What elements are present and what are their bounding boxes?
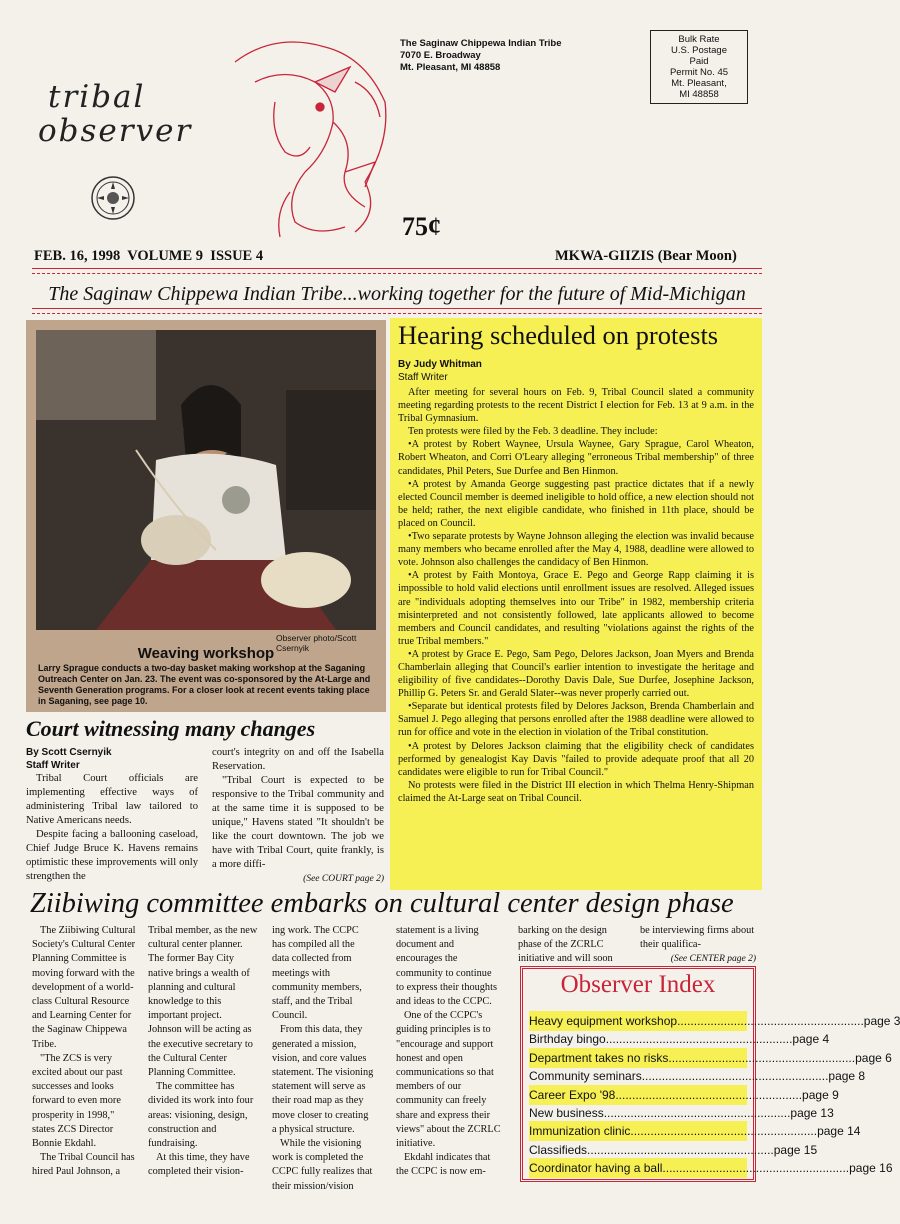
index-item[interactable] <box>529 1158 893 1178</box>
postage-line-3: Paid <box>689 56 709 67</box>
hearing-paragraph: •A protest by Amanda George suggesting past practice dictates that if a newly elected Council member is deemed ineligible to hold office, a new election should not be held; rather, the next eligible candidate, who finished in 11th place, should be placed on Council. <box>398 478 754 529</box>
postage-line-1: Bulk Rate <box>678 34 720 45</box>
ziibiwing-paragraph: The Ziibiwing Cultural Society's Cultural Center Planning Committee is moving forward with the development of a world-class Cultural Resource and Learning Center for the Saginaw Chippewa Tribe. <box>32 925 136 1050</box>
issue-volume: VOLUME 9 <box>127 248 204 264</box>
index-item[interactable] <box>529 1048 892 1068</box>
court-role: Staff Writer <box>26 760 80 771</box>
tagline-divider <box>32 308 762 314</box>
ziibiwing-column-2 <box>148 924 258 1180</box>
masthead-title <box>38 80 208 148</box>
index-item-label: New business <box>529 1106 604 1120</box>
index-item-label: Immunization clinic <box>529 1124 631 1139</box>
index-item-leader: ........................................................ <box>587 1142 774 1157</box>
photo-caption: Larry Sprague conducts a two-day basket making workshop at the Saganing Outreach Center on Jan. 23. The event was co-sponsored by the At-Large and Seventh Generation programs. For a closer look at recent events taking place in Saganing, see page 10. <box>38 663 371 706</box>
index-item[interactable] <box>529 1029 830 1049</box>
masthead-line-2: observer <box>38 113 193 149</box>
index-item-leader: ........................................................ <box>668 1050 856 1065</box>
index-item-page: page 3 <box>863 1014 900 1028</box>
issue-number: ISSUE 4 <box>210 248 264 264</box>
court-paragraph: court's integrity on and off the Isabella Reservation. <box>212 747 384 772</box>
ziibiwing-paragraph: While the visioning work is completed the CCPC fully realizes that their mission/vision <box>272 1138 373 1192</box>
photo-box <box>26 320 386 712</box>
ziibiwing-column-1 <box>32 924 138 1180</box>
index-title: Observer Index <box>560 971 716 998</box>
ziibiwing-paragraph: The Tribal Council has hired Paul Johnson, a <box>32 1152 135 1178</box>
address-org: The Saginaw Chippewa Indian Tribe <box>400 38 562 49</box>
ziibiwing-paragraph: "The ZCS is very excited about our past successes and looks forward to even more prosperity in 1998," states ZCS Director Bonnie Ekdahl. <box>32 1052 123 1150</box>
ziibiwing-paragraph: At this time, they have completed their vision- <box>148 1152 250 1178</box>
index-item[interactable] <box>529 1103 834 1123</box>
hearing-paragraph: •A protest by Delores Jackson claiming that the eligibility check of candidates performed by genealogist Kay Davis "failed to provide adequate proof that all 20 candidates were eligible to run for Tribal Council." <box>398 740 754 778</box>
index-item-page: page 9 <box>802 1087 839 1102</box>
photo-caption-title: Weaving workshop <box>137 645 275 662</box>
photo-credit: Observer photo/Scott Csernyik <box>276 633 357 653</box>
hearing-paragraph: No protests were filed in the District III election in which Thelma Henry-Shipman claimed the At-Large seat on Tribal Council. <box>398 779 754 804</box>
index-item-leader: ........................................................ <box>662 1161 850 1176</box>
ziibiwing-column-3 <box>272 924 374 1194</box>
hearing-headline: Hearing scheduled on protests <box>398 320 719 350</box>
hearing-paragraph: •A protest by Faith Montoya, Grace E. Pego and George Rapp claiming it is impossible to hold valid elections until enrollment issues are resolved. Alleged issues are "individuals adopting themselves into our Tribe" in 1982, membership criteria misinterpreted and not consistently followed, late applicants allowed to become members and Council candidates, and resulting "violations against the rights of the true Tribal members." <box>398 570 754 647</box>
court-jump-link[interactable]: (See COURT page 2) <box>303 874 384 884</box>
index-item-label: Heavy equipment workshop <box>529 1014 678 1028</box>
issue-dateline <box>34 248 263 265</box>
weaving-photo-image <box>36 330 376 630</box>
index-item-page: page 13 <box>790 1106 834 1120</box>
address-city: Mt. Pleasant, MI 48858 <box>400 62 501 73</box>
court-headline: Court witnessing many changes <box>26 716 316 741</box>
court-paragraph: Despite facing a ballooning caseload, Chief Judge Bruce K. Havens remains optimistic these improvements will only strengthen the <box>26 829 198 882</box>
index-item-leader: ........................................................ <box>677 1014 864 1028</box>
court-column-2 <box>212 746 384 886</box>
index-item-leader: ........................................................ <box>605 1032 793 1047</box>
ziibiwing-jump-link[interactable]: (See CENTER page 2) <box>670 954 756 965</box>
address-street: 7070 E. Broadway <box>400 50 481 61</box>
ziibiwing-column-6 <box>640 924 756 967</box>
postage-line-2: U.S. Postage <box>671 45 727 56</box>
postage-indicia <box>650 30 748 104</box>
hearing-paragraph: •A protest by Grace E. Pego, Sam Pego, Delores Jackson, Joan Myers and Brenda Chamberlain alleging that Council's earlier intention to investigate the heritage and eligibility of five candidates--Dorothy Davis Dale, Sue Durfee, Josephine Jackson, Phillip G. Peters Sr. and Gerald Slater--was never properly carried out. <box>398 648 754 700</box>
ziibiwing-paragraph: be interviewing firms about their qualifica- <box>640 925 755 951</box>
ziibiwing-paragraph: From this data, they generated a mission, vision, and core values statement. The visioning statement will serve as their road map as they move closer to creating a physical structure. <box>272 1024 374 1135</box>
eagle-drawing <box>215 22 400 247</box>
ziibiwing-paragraph: statement is a living document and encourages the community to continue to express their thoughts and ideas to the CCPC. <box>396 925 497 1008</box>
ziibiwing-column-4 <box>396 924 502 1180</box>
hearing-paragraph: •A protest by Robert Waynee, Ursula Waynee, Gary Sprague, Carol Wheaton, Robert Wheaton, and Corri O'Leary alleging "erroneous Tribal membership" of three candidates, Phil Peters, Sue Durfee and Ben Hinmon. <box>398 439 754 477</box>
court-paragraph: Tribal Court officials are implementing effective ways of administering Tribal law tailored to Native Americans needs. <box>26 773 198 826</box>
court-byline <box>26 746 112 772</box>
hearing-author: By Judy Whitman <box>398 359 482 370</box>
ziibiwing-paragraph: The committee has divided its work into four areas: visioning, design, construction and fundraising. <box>148 1081 254 1150</box>
index-item-label: Career Expo '98 <box>529 1087 616 1102</box>
index-item-label: Community seminars <box>529 1069 642 1084</box>
court-column-1 <box>26 772 198 884</box>
cover-price: 75¢ <box>402 212 441 241</box>
index-item-label: Classifieds <box>529 1142 588 1157</box>
index-item-leader: ........................................................ <box>615 1087 803 1102</box>
postage-line-6: MI 48858 <box>679 89 719 100</box>
ziibiwing-paragraph: ing work. The CCPC has compiled all the data collected from meetings with community members, staff, and the Tribal Council. <box>272 925 362 1022</box>
moon-name: MKWA-GIIZIS (Bear Moon) <box>555 248 737 264</box>
weaving-photo <box>36 330 376 630</box>
index-item-page: page 14 <box>817 1124 861 1139</box>
top-divider <box>32 268 762 274</box>
mailing-address <box>400 38 562 74</box>
ziibiwing-column-5 <box>518 924 618 967</box>
ziibiwing-paragraph: Tribal member, as the new cultural center planner. The former Bay City native brings a wealth of planning and cultural knowledge to this important project. Johnson will be acting as the executive secretary to the Cultural Center Planning Committee. <box>148 925 258 1079</box>
hearing-role: Staff Writer <box>398 372 448 383</box>
postage-line-5: Mt. Pleasant, <box>671 78 727 89</box>
hearing-paragraph: •Separate but identical protests filed by Delores Jackson, Brenda Chamberlain and Samuel J. Pego alleging that persons enrolled after the 1988 deadline were allowed to run for office and vote in the election in violation of the Tribal constitution. <box>398 701 754 739</box>
index-item-leader: ........................................................ <box>603 1106 791 1120</box>
index-item-leader: ........................................................ <box>641 1069 829 1084</box>
tribal-seal-logo <box>90 175 136 221</box>
ziibiwing-paragraph: barking on the design phase of the ZCRLC initiative and will soon <box>518 925 613 965</box>
index-item[interactable] <box>529 1140 818 1160</box>
index-item-label: Coordinator having a ball <box>529 1161 663 1176</box>
index-item-page: page 15 <box>773 1142 818 1157</box>
index-item-page: page 8 <box>828 1069 866 1084</box>
hearing-paragraph: Ten protests were filed by the Feb. 3 deadline. They include: <box>408 426 658 438</box>
masthead-line-1: tribal <box>48 79 146 115</box>
hearing-body <box>398 386 754 805</box>
index-item-page: page 6 <box>855 1050 892 1065</box>
index-item[interactable] <box>529 1085 839 1105</box>
observer-index <box>520 966 900 1182</box>
index-item-label: Department takes no risks <box>529 1050 669 1065</box>
hearing-paragraph: After meeting for several hours on Feb. 9, Tribal Council slated a community meeting regarding protests to the recent District I election for Feb. 13 at 9 a.m. in the Tribal Gymnasium. <box>398 387 754 425</box>
court-author: By Scott Csernyik <box>26 747 112 758</box>
court-paragraph: "Tribal Court is expected to be responsive to the Tribal community and at the same time it is supposed to be unique," Havens stated "It shouldn't be like the court downtown. The job we have with Tribal Court, quite frankly, is a more diffi- <box>212 775 384 870</box>
index-item[interactable] <box>529 1066 866 1086</box>
hearing-byline <box>398 358 482 384</box>
ziibiwing-paragraph: One of the CCPC's guiding principles is to "encourage and support honest and open communications so that members of our community can freely share and express their views" about the ZCRLC initiative. <box>396 1010 501 1150</box>
index-item-leader: ........................................................ <box>630 1124 818 1139</box>
issue-date: FEB. 16, 1998 <box>34 248 121 264</box>
tagline: The Saginaw Chippewa Indian Tribe...working together for the future of Mid-Michigan <box>48 283 746 305</box>
index-item[interactable] <box>529 1121 861 1141</box>
index-item-page: page 4 <box>792 1032 830 1047</box>
postage-line-4: Permit No. 45 <box>669 67 729 78</box>
ziibiwing-headline: Ziibiwing committee embarks on cultural center design phase <box>30 888 734 919</box>
index-item-label: Birthday bingo <box>529 1032 606 1047</box>
hearing-article <box>390 318 762 890</box>
index-item-page: page 16 <box>849 1161 893 1176</box>
ziibiwing-paragraph: Ekdahl indicates that the CCPC is now em- <box>396 1152 491 1178</box>
hearing-paragraph: •Two separate protests by Wayne Johnson alleging the election was invalid because many members who became enrolled after the May 4, 1988, deadline were allowed to vote. Johnson also challenges the candidacy of Ben Hinmon. <box>398 531 754 569</box>
index-item[interactable] <box>529 1011 900 1031</box>
